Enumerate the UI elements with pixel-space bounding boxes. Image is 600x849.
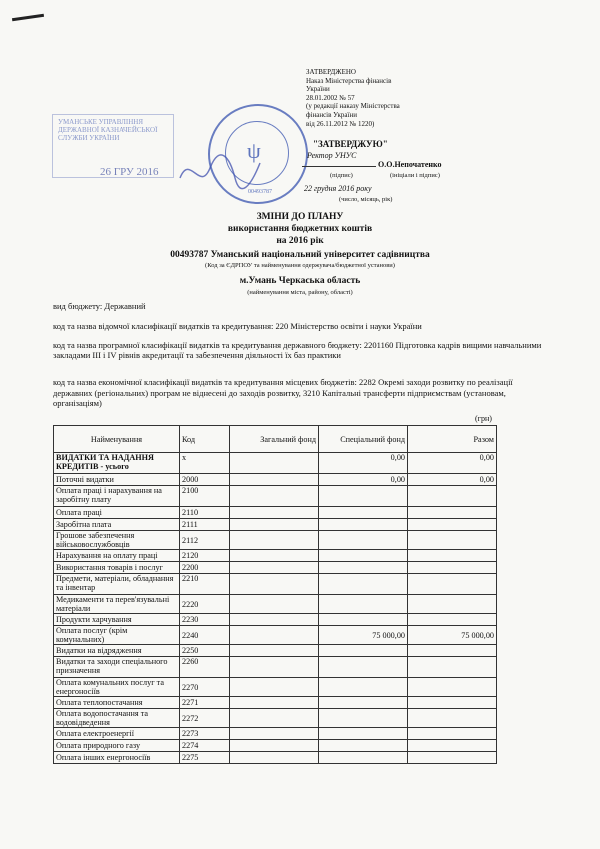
- table-row: [54, 645, 497, 657]
- row-special: [319, 709, 408, 728]
- row-name: Оплата послуг (крім комунальних): [54, 626, 180, 645]
- row-total: [408, 507, 497, 519]
- row-name: Предмети, матеріали, обладнання та інвентар: [54, 574, 180, 595]
- row-special: [319, 550, 408, 562]
- row-total: [408, 752, 497, 764]
- row-name: Оплата праці: [54, 507, 180, 519]
- trident-icon: ψ: [247, 138, 261, 163]
- row-special: [319, 531, 408, 550]
- row-name: Оплата праці і нарахування на заробітну плату: [54, 486, 180, 507]
- row-code: 2260: [180, 657, 230, 678]
- row-special: 0,00: [319, 474, 408, 486]
- row-special: [319, 595, 408, 614]
- row-code: x: [180, 453, 230, 474]
- row-code: 2250: [180, 645, 230, 657]
- departmental-code: код та назва відомчої класифікації видатків та кредитування: 220 Міністерство освіти і науки України: [53, 321, 422, 331]
- treasury-stamp-text: УМАНСЬКЕ УПРАВЛІННЯ ДЕРЖАВНОЇ КАЗНАЧЕЙСЬКОЇ СЛУЖБИ УКРАЇНИ: [58, 118, 158, 142]
- row-special: [319, 657, 408, 678]
- row-code: 2112: [180, 531, 230, 550]
- row-general: [230, 678, 319, 697]
- col-total: Разом: [408, 426, 497, 453]
- row-special: [319, 697, 408, 709]
- row-code: 2110: [180, 507, 230, 519]
- table-row: [54, 728, 497, 740]
- row-code: 2273: [180, 728, 230, 740]
- row-name: Оплата інших енергоносіїв: [54, 752, 180, 764]
- org-caption: (Код за ЄДРПОУ та найменування одержувача/бюджетної установи): [205, 262, 395, 269]
- table-body: [54, 453, 497, 764]
- economic-code: код та назва економічної класифікації видатків та кредитування місцевих бюджетів: 2282 Окремі заходи розвитку по реалізації державних (регіональних) програм не віднесені до заходів розвитку, 3210 Капітальні трансферти підприємствам (установам, організаціям): [53, 377, 513, 408]
- row-special: 0,00: [319, 453, 408, 474]
- row-name: Оплата електроенергії: [54, 728, 180, 740]
- table-row: [54, 697, 497, 709]
- city-name: м.Умань Черкаська область: [239, 276, 361, 286]
- table-row: [54, 486, 497, 507]
- row-name: Поточні видатки: [54, 474, 180, 486]
- table-row: [54, 507, 497, 519]
- row-special: [319, 562, 408, 574]
- row-name: Грошове забезпечення військовослужбовців: [54, 531, 180, 550]
- table-row: [54, 453, 497, 474]
- table-row: [54, 562, 497, 574]
- row-special: 75 000,00: [319, 626, 408, 645]
- row-total: [408, 595, 497, 614]
- approval-date: 22 грудня 2016 року: [304, 184, 372, 193]
- row-special: [319, 614, 408, 626]
- row-special: [319, 519, 408, 531]
- row-code: 2100: [180, 486, 230, 507]
- org-name: 00493787 Уманський національний університет садівництва: [170, 250, 430, 260]
- row-general: [230, 595, 319, 614]
- col-special: Спеціальний фонд: [319, 426, 408, 453]
- row-total: [408, 486, 497, 507]
- row-name: Оплата теплопостачання: [54, 697, 180, 709]
- row-name: Медикаменти та перев'язувальні матеріали: [54, 595, 180, 614]
- signature-line: [302, 166, 376, 167]
- table-row: [54, 574, 497, 595]
- doc-subtitle: використання бюджетних коштів: [227, 224, 373, 234]
- row-general: [230, 697, 319, 709]
- row-general: [230, 645, 319, 657]
- row-special: [319, 678, 408, 697]
- doc-year: на 2016 рік: [276, 236, 324, 246]
- row-name: Нарахування на оплату праці: [54, 550, 180, 562]
- table-row: [54, 474, 497, 486]
- row-code: 2270: [180, 678, 230, 697]
- row-special: [319, 740, 408, 752]
- row-general: [230, 574, 319, 595]
- row-special: [319, 728, 408, 740]
- table-header-row: [54, 426, 497, 453]
- budget-type: вид бюджету: Державний: [53, 301, 146, 311]
- row-total: [408, 531, 497, 550]
- row-general: [230, 519, 319, 531]
- row-general: [230, 453, 319, 474]
- row-general: [230, 614, 319, 626]
- row-name: Оплата комунальних послуг та енергоносіїв: [54, 678, 180, 697]
- row-name: Видатки на відрядження: [54, 645, 180, 657]
- row-total: [408, 709, 497, 728]
- row-name: Продукти харчування: [54, 614, 180, 626]
- row-general: [230, 752, 319, 764]
- row-name: Видатки та заходи спеціального призначення: [54, 657, 180, 678]
- row-general: [230, 626, 319, 645]
- table-row: [54, 626, 497, 645]
- approval-block: ЗАТВЕРДЖЕНО Наказ Міністерства фінансів України 28.01.2002 № 57 (у редакції наказу Міністерства фінансів України від 26.11.2012 № 1220): [306, 68, 400, 128]
- row-name: Оплата природного газу: [54, 740, 180, 752]
- row-name: ВИДАТКИ ТА НАДАННЯ КРЕДИТІВ - усього: [54, 453, 180, 474]
- currency-unit: (грн): [475, 414, 492, 423]
- row-total: [408, 740, 497, 752]
- row-name: Заробітна плата: [54, 519, 180, 531]
- row-total: [408, 728, 497, 740]
- row-general: [230, 550, 319, 562]
- row-general: [230, 474, 319, 486]
- row-total: [408, 574, 497, 595]
- col-name: Найменування: [54, 426, 180, 453]
- row-general: [230, 486, 319, 507]
- table-row: [54, 595, 497, 614]
- row-code: 2240: [180, 626, 230, 645]
- table-row: [54, 519, 497, 531]
- row-total: [408, 519, 497, 531]
- table-row: [54, 657, 497, 678]
- table-row: [54, 531, 497, 550]
- row-code: 2000: [180, 474, 230, 486]
- signer-position: Ректор УНУС: [307, 151, 357, 160]
- row-general: [230, 728, 319, 740]
- program-code: код та назва програмної класифікації видатків та кредитування державного бюджету: 2201160 Підготовка кадрів вищими навчальними закладами III і IV рівнів акредитації та забезпечення діяльності їх баз практики: [53, 340, 542, 360]
- row-total: [408, 562, 497, 574]
- row-general: [230, 507, 319, 519]
- table-row: [54, 550, 497, 562]
- row-special: [319, 574, 408, 595]
- city-caption: (найменування міста, району, області): [247, 289, 353, 296]
- row-special: [319, 752, 408, 764]
- row-code: 2111: [180, 519, 230, 531]
- row-code: 2271: [180, 697, 230, 709]
- table-row: [54, 709, 497, 728]
- row-special: [319, 486, 408, 507]
- approve-heading: "ЗАТВЕРДЖУЮ": [313, 139, 388, 149]
- round-seal-code: 00493787: [248, 189, 272, 195]
- row-total: [408, 697, 497, 709]
- doc-title: ЗМІНИ ДО ПЛАНУ: [256, 212, 344, 222]
- signer-name: О.О.Непочатенко: [378, 160, 442, 169]
- table-row: [54, 678, 497, 697]
- row-code: 2200: [180, 562, 230, 574]
- table-row: [54, 752, 497, 764]
- row-code: 2230: [180, 614, 230, 626]
- row-code: 2272: [180, 709, 230, 728]
- row-general: [230, 657, 319, 678]
- row-total: 75 000,00: [408, 626, 497, 645]
- row-total: [408, 550, 497, 562]
- row-special: [319, 645, 408, 657]
- row-general: [230, 531, 319, 550]
- date-caption: (число, місяць, рік): [339, 196, 393, 203]
- row-code: 2210: [180, 574, 230, 595]
- row-special: [319, 507, 408, 519]
- row-general: [230, 562, 319, 574]
- col-code: Код: [180, 426, 230, 453]
- row-code: 2220: [180, 595, 230, 614]
- signature-caption: (підпис): [330, 172, 353, 179]
- corner-mark: [12, 14, 44, 21]
- budget-table: [53, 425, 497, 764]
- row-name: Використання товарів і послуг: [54, 562, 180, 574]
- row-total: [408, 645, 497, 657]
- row-total: [408, 678, 497, 697]
- initials-caption: (ініціали і підпис): [390, 172, 440, 179]
- row-total: [408, 614, 497, 626]
- row-total: 0,00: [408, 453, 497, 474]
- table-row: [54, 740, 497, 752]
- table-row: [54, 614, 497, 626]
- row-general: [230, 740, 319, 752]
- row-code: 2274: [180, 740, 230, 752]
- row-code: 2275: [180, 752, 230, 764]
- row-total: 0,00: [408, 474, 497, 486]
- col-general: Загальний фонд: [230, 426, 319, 453]
- row-total: [408, 657, 497, 678]
- row-code: 2120: [180, 550, 230, 562]
- row-name: Оплата водопостачання та водовідведення: [54, 709, 180, 728]
- row-general: [230, 709, 319, 728]
- stamp-date: 26 ГРУ 2016: [100, 166, 159, 178]
